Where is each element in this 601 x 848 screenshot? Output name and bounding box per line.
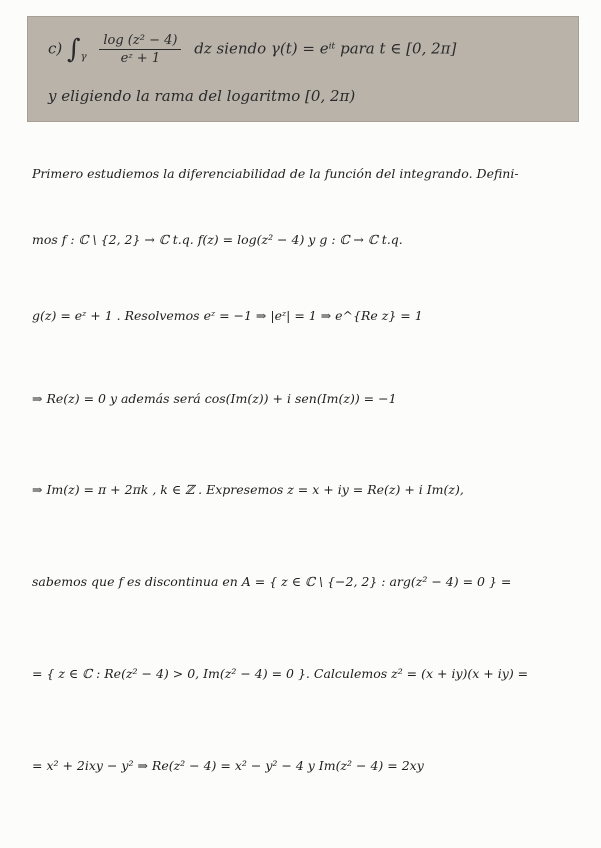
- problem-integral-line: [48, 33, 456, 66]
- note-line-7: = { z ∈ ℂ : Re(z² − 4) > 0, Im(z² − 4) = 0 }. Calculemos z² = (x + iy)(x + iy) =: [32, 666, 529, 681]
- note-line-2: mos f : ℂ \ {2, 2} → ℂ t.q. f(z) = log(z² − 4) y g : ℂ → ℂ t.q.: [32, 232, 403, 247]
- note-line-1: Primero estudiemos la diferenciabilidad de la función del integrando. Defini-: [32, 166, 519, 181]
- note-line-8: = x² + 2ixy − y² ⇒ Re(z² − 4) = x² − y² − 4 y Im(z² − 4) = 2xy: [32, 758, 424, 773]
- part-label: c): [48, 39, 63, 58]
- problem-statement-box: [27, 16, 579, 122]
- integrand-denominator: eᶻ + 1: [120, 51, 161, 66]
- integrand-fraction: [99, 33, 181, 66]
- note-line-3: g(z) = eᶻ + 1 . Resolvemos eᶻ = −1 ⇒ |eᶻ| = 1 ⇒ e^{Re z} = 1: [32, 308, 423, 323]
- integrand-numerator: log (z² − 4): [99, 33, 181, 50]
- integral-tail: dz siendo γ(t) = eⁱᵗ para t ∈ [0, 2π]: [194, 39, 457, 58]
- problem-branch-line: y eligiendo la rama del logaritmo [0, 2π): [48, 87, 356, 105]
- note-line-5: ⇒ Im(z) = π + 2πk , k ∈ ℤ . Expresemos z = x + iy = Re(z) + i Im(z),: [32, 482, 464, 497]
- integral-path-subscript: γ: [80, 51, 87, 63]
- note-line-4: ⇒ Re(z) = 0 y además será cos(Im(z)) + i sen(Im(z)) = −1: [32, 391, 397, 406]
- note-line-6: sabemos que f es discontinua en A = { z ∈ ℂ \ {−2, 2} : arg(z² − 4) = 0 } =: [32, 574, 512, 589]
- integral-sign: ∫: [67, 34, 81, 65]
